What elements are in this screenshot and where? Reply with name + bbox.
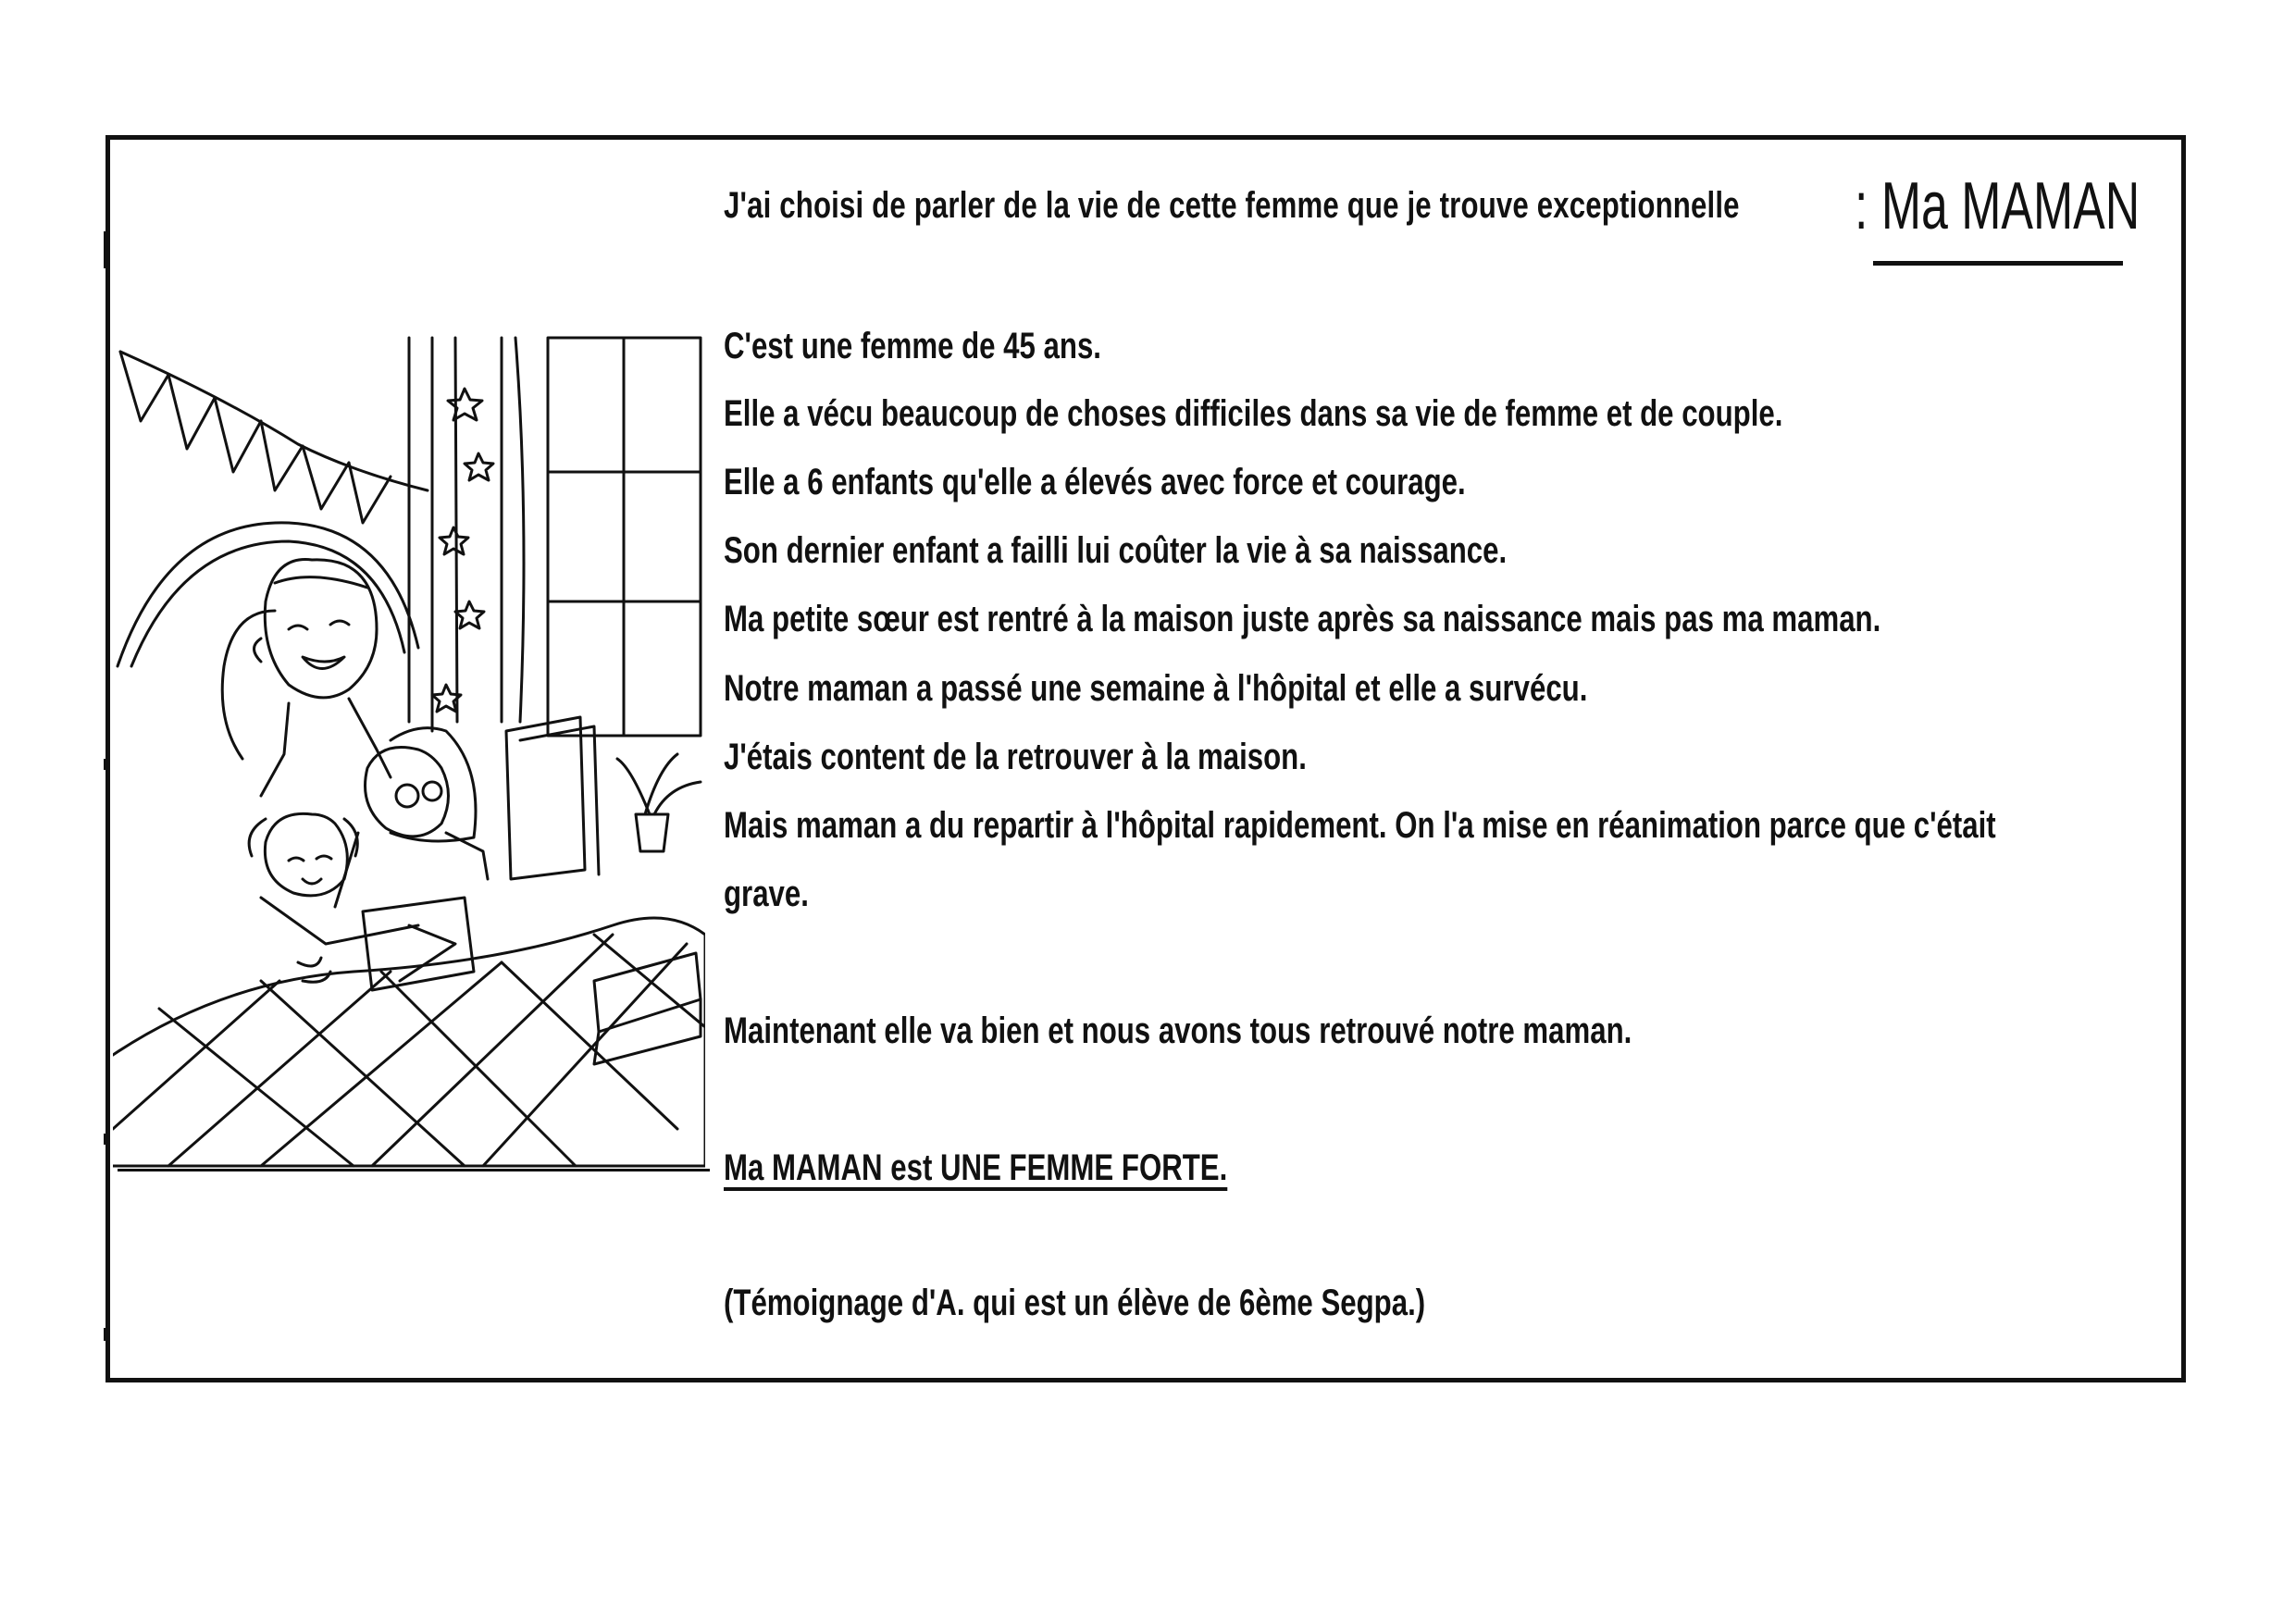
body-line: Elle a vécu beaucoup de choses difficiles dans sa vie de femme et de couple. [724,393,1783,434]
body-line: grave. [724,874,809,914]
margin-mark [104,1134,107,1145]
margin-mark [104,231,107,268]
body-line: Mais maman a du repartir à l'hôpital rapidement. On l'a mise en réanimation parce que c'était [724,805,1996,846]
subject-name: Ma MAMAN [1880,169,2141,243]
intro-sentence: J'ai choisi de parler de la vie de cette femme que je trouve exceptionnelle [724,185,1740,226]
body-line: Son dernier enfant a failli lui coûter la vie à sa naissance. [724,530,1508,571]
body-line: Elle a 6 enfants qu'elle a élevés avec force et courage. [724,462,1466,502]
margin-mark [104,1328,107,1341]
conclusion-line: Maintenant elle va bien et nous avons tous retrouvé notre maman. [724,1010,1632,1051]
testimony-signature: (Témoignage d'A. qui est un élève de 6ème Segpa.) [724,1283,1426,1323]
margin-mark [104,759,107,770]
subject-colon: : [1855,169,1868,243]
body-line: Notre maman a passé une semaine à l'hôpital et elle a survécu. [724,668,1588,709]
subject-underline [1873,261,2123,266]
subject-title [1855,168,2140,244]
illustration-baseline [118,1169,710,1172]
body-line: Ma petite sœur est rentré à la maison juste après sa naissance mais pas ma maman. [724,599,1881,639]
mother-children-bed-illustration [113,333,705,1171]
body-line: J'étais content de la retrouver à la maison. [724,737,1307,777]
strong-statement: Ma MAMAN est UNE FEMME FORTE. [724,1147,1228,1188]
body-line: C'est une femme de 45 ans. [724,326,1101,366]
